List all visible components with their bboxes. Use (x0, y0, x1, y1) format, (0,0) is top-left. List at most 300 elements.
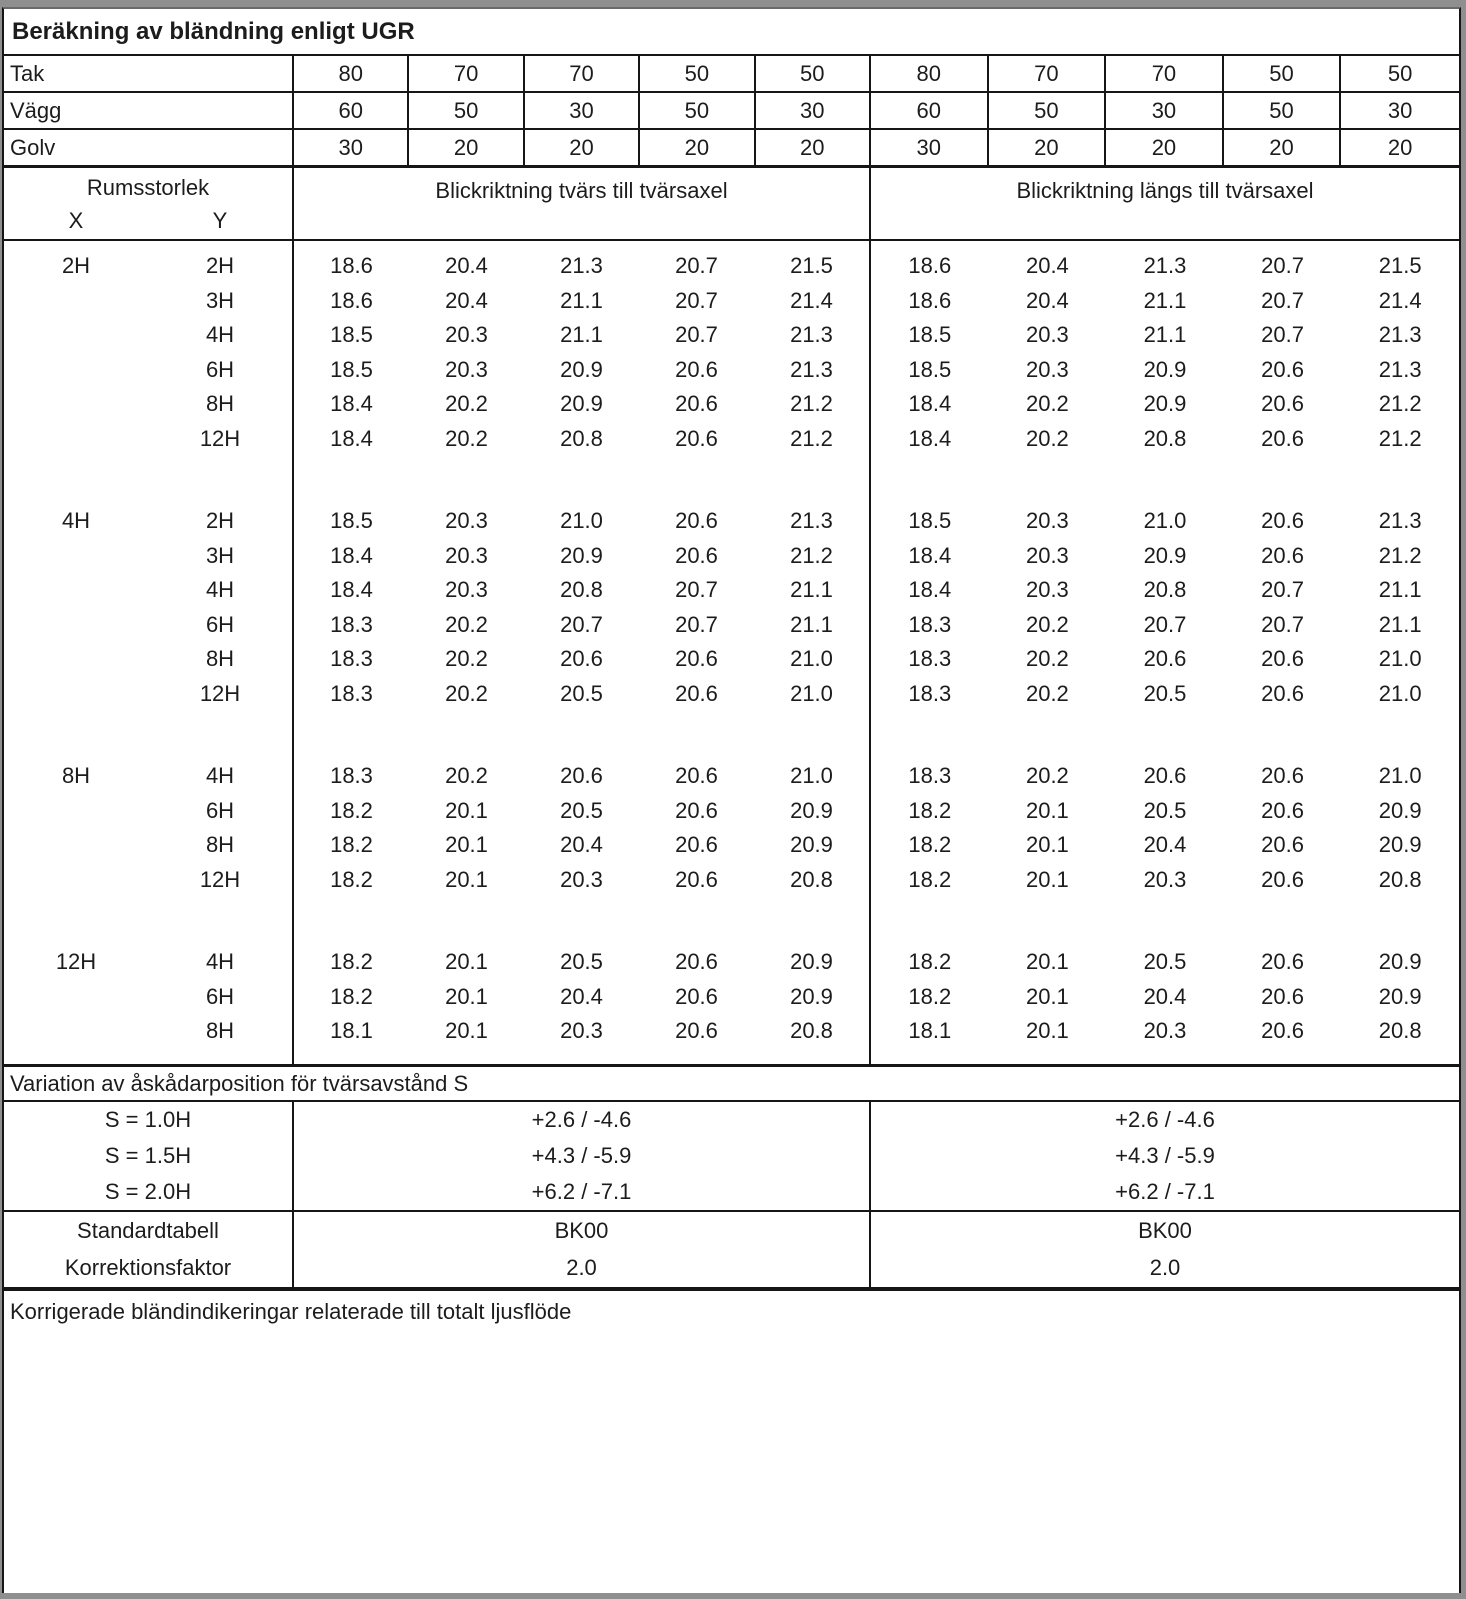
ugr-value-cell: 20.6 (1261, 983, 1304, 1009)
ugr-value-cell: 18.3 (908, 763, 952, 789)
ugr-value-cell: 20.6 (1261, 391, 1304, 417)
ugr-value-cell: 20.7 (1261, 322, 1304, 348)
page-title: Beräkning av bländning enligt UGR (12, 17, 415, 45)
ugr-values-row (871, 353, 1459, 388)
ugr-value-cell: 20.7 (675, 287, 718, 313)
ugr-value-cell: 20.1 (1025, 866, 1069, 892)
room-y-cell: 6H (205, 611, 235, 637)
room-x-cell (4, 353, 148, 388)
ugr-value-cell: 20.9 (790, 797, 833, 823)
ugr-value-cell: 21.0 (1378, 763, 1422, 789)
surface-value-cell: 60 (869, 93, 987, 128)
ugr-value-cell: 18.6 (330, 253, 373, 279)
ugr-value-cell: 20.1 (1025, 832, 1069, 858)
standards-right-value-cell: 2.0 (1149, 1255, 1181, 1281)
ugr-value-cell: 20.1 (445, 983, 488, 1009)
standards-label-cell: Standardtabell (77, 1217, 219, 1243)
room-y-cell: 12H (199, 680, 241, 706)
ugr-values-row (871, 504, 1459, 539)
ugr-values-row (294, 573, 869, 608)
ugr-values-row (294, 945, 869, 980)
surface-value-cell: 70 (1104, 56, 1222, 91)
ugr-value-cell: 20.3 (1025, 322, 1069, 348)
ugr-value-cell: 20.6 (1261, 508, 1304, 534)
surface-value-cell: 60 (292, 93, 407, 128)
ugr-value-cell: 20.9 (560, 391, 603, 417)
ugr-value-cell: 18.2 (330, 949, 373, 975)
ugr-value-cell: 18.5 (908, 322, 952, 348)
surface-value-cell: 50 (1222, 93, 1340, 128)
ugr-value-cell: 20.7 (560, 611, 603, 637)
ugr-values-row (294, 759, 869, 794)
ugr-value-cell: 20.2 (1025, 646, 1069, 672)
ugr-value-cell: 18.4 (908, 542, 952, 568)
ugr-value-cell: 21.1 (1143, 322, 1187, 348)
right-values-pane (871, 241, 1459, 1064)
ugr-value-cell: 21.2 (1378, 425, 1422, 451)
viewing-direction-lengthwise-heading: Blickriktning längs till tvärsaxel (1016, 178, 1314, 203)
ugr-value-cell: 21.2 (790, 542, 833, 568)
ugr-values-row (294, 642, 869, 677)
ugr-value-cell: 21.3 (1143, 253, 1187, 279)
ugr-value-cell: 20.6 (1261, 542, 1304, 568)
room-size-row (4, 387, 292, 422)
room-size-row (4, 759, 292, 794)
room-x-cell (4, 422, 148, 457)
ugr-value-cell: 18.4 (330, 425, 373, 451)
group-spacer (871, 456, 1459, 504)
room-size-row (4, 504, 292, 539)
ugr-value-cell: 20.4 (1143, 983, 1187, 1009)
standards-labels-pane (4, 1212, 294, 1287)
ugr-value-cell: 20.6 (675, 983, 718, 1009)
room-size-row (4, 677, 292, 712)
ugr-value-cell: 20.3 (560, 866, 603, 892)
room-x-cell (4, 677, 148, 712)
ugr-value-cell: 21.1 (560, 322, 603, 348)
room-size-row (4, 863, 292, 898)
ugr-value-cell: 21.0 (790, 646, 833, 672)
room-size-row (4, 828, 292, 863)
left-values-pane (294, 241, 871, 1064)
ugr-value-cell: 20.6 (1261, 797, 1304, 823)
ugr-values-row (294, 1014, 869, 1049)
group-spacer (4, 897, 292, 945)
surface-value-cell: 20 (1339, 130, 1459, 165)
room-x-cell (4, 608, 148, 643)
surface-value-cell: 50 (987, 93, 1105, 128)
ugr-value-cell: 20.9 (790, 832, 833, 858)
room-size-row (4, 422, 292, 457)
ugr-value-cell: 20.8 (1143, 425, 1187, 451)
surface-row (4, 91, 1459, 128)
surface-value-cell: 30 (1339, 93, 1459, 128)
ugr-value-cell: 20.7 (1261, 577, 1304, 603)
room-size-row (4, 1014, 292, 1049)
ugr-value-cell: 21.3 (790, 322, 833, 348)
ugr-value-cell: 20.4 (445, 253, 488, 279)
ugr-value-cell: 21.0 (560, 508, 603, 534)
room-x-cell (4, 318, 148, 353)
ugr-value-cell: 20.1 (1025, 983, 1069, 1009)
room-x-cell (4, 828, 148, 863)
ugr-value-cell: 18.5 (330, 322, 373, 348)
ugr-value-cell: 18.2 (330, 797, 373, 823)
viewing-direction-crosswise-heading: Blickriktning tvärs till tvärsaxel (294, 168, 871, 239)
ugr-value-cell: 20.2 (1025, 611, 1069, 637)
ugr-value-cell: 20.6 (675, 832, 718, 858)
ugr-value-cell: 20.4 (1025, 287, 1069, 313)
ugr-value-cell: 20.6 (1261, 832, 1304, 858)
ugr-value-cell: 21.3 (1378, 356, 1422, 382)
ugr-values-row (871, 573, 1459, 608)
ugr-value-cell: 18.3 (330, 680, 373, 706)
ugr-value-cell: 18.4 (330, 542, 373, 568)
ugr-value-cell: 18.4 (908, 425, 952, 451)
ugr-value-cell: 18.1 (908, 1018, 952, 1044)
variation-left-value-cell: +6.2 / -7.1 (531, 1179, 632, 1204)
surface-value-cell: 20 (1222, 130, 1340, 165)
ugr-value-cell: 18.5 (908, 508, 952, 534)
xy-label-row (4, 208, 292, 234)
ugr-values-row (871, 608, 1459, 643)
ugr-value-cell: 21.3 (560, 253, 603, 279)
room-y-cell: 8H (205, 391, 235, 417)
ugr-values-row (871, 759, 1459, 794)
room-y-cell: 8H (205, 832, 235, 858)
ugr-value-cell: 20.6 (675, 797, 718, 823)
ugr-value-cell: 20.1 (1025, 1018, 1069, 1044)
surface-row (4, 54, 1459, 91)
ugr-value-cell: 20.6 (675, 866, 718, 892)
surface-value-cell: 20 (1104, 130, 1222, 165)
ugr-value-cell: 20.4 (445, 287, 488, 313)
ugr-value-cell: 18.2 (908, 866, 952, 892)
variation-label-cell: S = 1.0H (104, 1107, 192, 1132)
ugr-value-cell: 20.7 (675, 253, 718, 279)
group-spacer (871, 897, 1459, 945)
ugr-value-cell: 21.2 (1378, 391, 1422, 417)
variation-left-value-cell: +2.6 / -4.6 (531, 1107, 632, 1132)
ugr-value-cell: 21.2 (790, 391, 833, 417)
ugr-value-cell: 20.1 (445, 1018, 488, 1044)
ugr-value-cell: 21.0 (1378, 680, 1422, 706)
standards-right-value-cell: BK00 (1138, 1217, 1192, 1243)
ugr-value-cell: 20.3 (1143, 1018, 1187, 1044)
ugr-value-cell: 20.7 (675, 577, 718, 603)
surface-label-cell: Vägg (10, 97, 62, 123)
ugr-values-row (871, 539, 1459, 574)
room-y-cell: 6H (205, 356, 235, 382)
room-y-cell: 4H (205, 949, 235, 975)
surface-value-cell: 30 (869, 130, 987, 165)
group-spacer (294, 456, 869, 504)
ugr-value-cell: 20.4 (560, 983, 603, 1009)
ugr-value-cell: 21.1 (560, 287, 603, 313)
ugr-value-cell: 20.2 (445, 425, 488, 451)
surface-label-cell: Golv (10, 134, 56, 160)
room-size-row (4, 608, 292, 643)
ugr-value-cell: 20.3 (1025, 577, 1069, 603)
ugr-value-cell: 18.4 (330, 577, 373, 603)
ugr-value-cell: 21.1 (790, 611, 833, 637)
ugr-values-row (294, 422, 869, 457)
ugr-value-cell: 20.7 (675, 322, 718, 348)
ugr-value-cell: 20.3 (445, 577, 488, 603)
ugr-value-cell: 20.8 (560, 577, 603, 603)
ugr-value-cell: 20.2 (1025, 425, 1069, 451)
room-size-row (4, 353, 292, 388)
ugr-value-cell: 20.6 (675, 680, 718, 706)
ugr-value-cell: 18.3 (908, 646, 952, 672)
ugr-value-cell: 18.3 (908, 611, 952, 637)
group-spacer (4, 456, 292, 504)
ugr-value-cell: 20.6 (675, 646, 718, 672)
ugr-value-cell: 20.3 (445, 322, 488, 348)
ugr-value-cell: 20.1 (445, 949, 488, 975)
ugr-values-row (871, 387, 1459, 422)
variation-label-cell: S = 1.5H (104, 1143, 192, 1168)
room-size-header-cell (4, 168, 294, 239)
ugr-value-cell: 20.8 (790, 866, 833, 892)
ugr-value-cell: 20.9 (560, 542, 603, 568)
room-size-row (4, 539, 292, 574)
ugr-values-row (294, 249, 869, 284)
ugr-value-cell: 20.1 (445, 866, 488, 892)
ugr-value-cell: 21.1 (1143, 287, 1187, 313)
ugr-value-cell: 21.1 (1378, 611, 1422, 637)
ugr-values-row (871, 284, 1459, 319)
room-x-cell (4, 863, 148, 898)
ugr-value-cell: 21.1 (790, 577, 833, 603)
ugr-value-cell: 20.6 (1261, 680, 1304, 706)
room-x-cell (4, 284, 148, 319)
ugr-value-cell: 20.6 (1261, 949, 1304, 975)
room-size-row (4, 573, 292, 608)
ugr-value-cell: 20.5 (1143, 797, 1187, 823)
ugr-value-cell: 20.9 (1378, 832, 1422, 858)
ugr-value-cell: 21.1 (1378, 577, 1422, 603)
standards-left-value-cell: BK00 (554, 1217, 609, 1243)
ugr-value-cell: 20.6 (675, 542, 718, 568)
ugr-value-cell: 20.3 (445, 356, 488, 382)
ugr-values-row (294, 677, 869, 712)
ugr-value-cell: 21.5 (790, 253, 833, 279)
ugr-value-cell: 18.5 (330, 508, 373, 534)
room-x-cell (4, 387, 148, 422)
room-y-cell: 8H (205, 646, 235, 672)
surface-value-cell: 20 (987, 130, 1105, 165)
ugr-value-cell: 20.6 (1261, 356, 1304, 382)
ugr-value-cell: 18.5 (330, 356, 373, 382)
ugr-value-cell: 20.3 (445, 508, 488, 534)
room-x-cell (4, 794, 148, 829)
ugr-values-row (294, 980, 869, 1015)
ugr-value-cell: 18.5 (908, 356, 952, 382)
ugr-value-cell: 20.2 (1025, 680, 1069, 706)
ugr-values-row (294, 504, 869, 539)
room-y-cell: 12H (199, 866, 241, 892)
room-x-cell: 4H (61, 508, 91, 534)
room-size-row (4, 249, 292, 284)
room-size-row (4, 980, 292, 1015)
ugr-value-cell: 20.6 (675, 391, 718, 417)
ugr-values-row (294, 353, 869, 388)
ugr-value-cell: 20.6 (1261, 866, 1304, 892)
group-spacer (871, 711, 1459, 759)
table-header-row (4, 165, 1459, 239)
ugr-value-cell: 20.7 (1261, 253, 1304, 279)
room-y-cell: 4H (205, 763, 235, 789)
ugr-value-cell: 20.2 (445, 646, 488, 672)
ugr-value-cell: 18.2 (330, 866, 373, 892)
ugr-value-cell: 20.3 (1025, 356, 1069, 382)
ugr-value-cell: 18.2 (330, 983, 373, 1009)
ugr-value-cell: 20.2 (445, 391, 488, 417)
surface-value-cell: 70 (987, 56, 1105, 91)
ugr-values-section (4, 239, 1459, 1064)
room-size-row (4, 318, 292, 353)
surface-value-cell: 20 (638, 130, 753, 165)
ugr-value-cell: 20.6 (1261, 1018, 1304, 1044)
room-y-cell: 8H (205, 1018, 235, 1044)
ugr-value-cell: 20.1 (1025, 949, 1069, 975)
room-x-cell: 8H (61, 763, 91, 789)
ugr-value-cell: 20.9 (1143, 391, 1187, 417)
room-x-cell (4, 980, 148, 1015)
ugr-value-cell: 21.3 (790, 356, 833, 382)
ugr-values-row (871, 828, 1459, 863)
variation-label-cell: S = 2.0H (104, 1179, 192, 1204)
ugr-value-cell: 18.4 (330, 391, 373, 417)
ugr-value-cell: 20.6 (560, 646, 603, 672)
ugr-value-cell: 20.6 (1261, 763, 1304, 789)
ugr-value-cell: 20.4 (1143, 832, 1187, 858)
room-y-cell: 6H (205, 797, 235, 823)
ugr-value-cell: 20.1 (1025, 797, 1069, 823)
ugr-values-row (871, 642, 1459, 677)
ugr-value-cell: 20.2 (445, 680, 488, 706)
standards-label-cell: Korrektionsfaktor (64, 1255, 232, 1281)
ugr-value-cell: 21.3 (1378, 322, 1422, 348)
room-y-cell: 4H (205, 577, 235, 603)
ugr-value-cell: 20.6 (675, 356, 718, 382)
ugr-value-cell: 18.6 (908, 253, 952, 279)
ugr-value-cell: 20.7 (675, 611, 718, 637)
variation-left-value-cell: +4.3 / -5.9 (531, 1143, 632, 1168)
ugr-table-sheet (2, 7, 1461, 1593)
surface-value-cell: 30 (1104, 93, 1222, 128)
group-spacer (294, 897, 869, 945)
room-y-cell: 2H (205, 253, 235, 279)
ugr-values-row (871, 794, 1459, 829)
ugr-value-cell: 18.3 (330, 646, 373, 672)
surface-rows (4, 54, 1459, 165)
standards-right-pane (871, 1212, 1459, 1287)
standards-left-pane (294, 1212, 871, 1287)
ugr-values-row (294, 539, 869, 574)
ugr-value-cell: 20.3 (1025, 542, 1069, 568)
room-size-row (4, 945, 292, 980)
ugr-values-row (871, 1014, 1459, 1049)
variation-left-pane (294, 1102, 871, 1210)
room-y-cell: 6H (205, 983, 235, 1009)
surface-value-cell: 20 (407, 130, 522, 165)
ugr-value-cell: 20.6 (675, 425, 718, 451)
ugr-value-cell: 20.1 (445, 797, 488, 823)
ugr-value-cell: 20.8 (560, 425, 603, 451)
ugr-value-cell: 18.2 (908, 797, 952, 823)
ugr-value-cell: 20.8 (1378, 1018, 1422, 1044)
ugr-values-row (871, 863, 1459, 898)
ugr-value-cell: 20.5 (1143, 949, 1187, 975)
ugr-value-cell: 21.5 (1378, 253, 1422, 279)
y-axis-label: Y (212, 208, 228, 233)
room-y-cell: 4H (205, 322, 235, 348)
ugr-value-cell: 21.0 (790, 680, 833, 706)
variation-block (4, 1100, 1459, 1210)
room-x-cell (4, 539, 148, 574)
room-x-cell (4, 1014, 148, 1049)
surface-label-cell: Tak (10, 60, 45, 86)
ugr-value-cell: 20.9 (1378, 797, 1422, 823)
ugr-value-cell: 20.9 (790, 983, 833, 1009)
ugr-value-cell: 18.1 (330, 1018, 373, 1044)
surface-value-cell: 30 (523, 93, 638, 128)
variation-heading: Variation av åskådarposition för tvärsavstånd S (4, 1064, 1459, 1100)
ugr-value-cell: 18.2 (908, 983, 952, 1009)
ugr-value-cell: 20.6 (1261, 646, 1304, 672)
ugr-values-row (871, 980, 1459, 1015)
ugr-value-cell: 20.6 (1143, 646, 1187, 672)
ugr-value-cell: 20.5 (560, 949, 603, 975)
ugr-value-cell: 20.8 (1143, 577, 1187, 603)
ugr-value-cell: 20.2 (1025, 763, 1069, 789)
ugr-values-row (294, 608, 869, 643)
surface-value-cell: 50 (407, 93, 522, 128)
ugr-values-row (294, 318, 869, 353)
surface-value-cell: 80 (292, 56, 407, 91)
surface-value-cell: 50 (1339, 56, 1459, 91)
room-x-cell: 12H (55, 949, 97, 975)
ugr-value-cell: 21.3 (790, 508, 833, 534)
room-x-cell: 2H (61, 253, 91, 279)
variation-labels-pane (4, 1102, 294, 1210)
ugr-value-cell: 21.3 (1378, 508, 1422, 534)
ugr-value-cell: 20.6 (1261, 425, 1304, 451)
ugr-values-row (294, 284, 869, 319)
room-size-row (4, 642, 292, 677)
surface-value-cell: 20 (754, 130, 869, 165)
ugr-value-cell: 20.7 (1261, 287, 1304, 313)
room-size-pane (4, 241, 294, 1064)
ugr-value-cell: 20.2 (445, 763, 488, 789)
ugr-value-cell: 21.2 (790, 425, 833, 451)
ugr-value-cell: 21.4 (1378, 287, 1422, 313)
variation-right-pane (871, 1102, 1459, 1210)
ugr-value-cell: 20.4 (1025, 253, 1069, 279)
variation-right-value-cell: +2.6 / -4.6 (1115, 1107, 1215, 1132)
ugr-value-cell: 20.6 (675, 1018, 718, 1044)
surface-value-cell: 50 (638, 56, 753, 91)
ugr-values-row (294, 828, 869, 863)
ugr-value-cell: 20.4 (560, 832, 603, 858)
surface-value-cell: 70 (523, 56, 638, 91)
ugr-values-row (871, 422, 1459, 457)
surface-value-cell: 20 (523, 130, 638, 165)
surface-value-cell: 50 (1222, 56, 1340, 91)
surface-value-cell: 50 (638, 93, 753, 128)
